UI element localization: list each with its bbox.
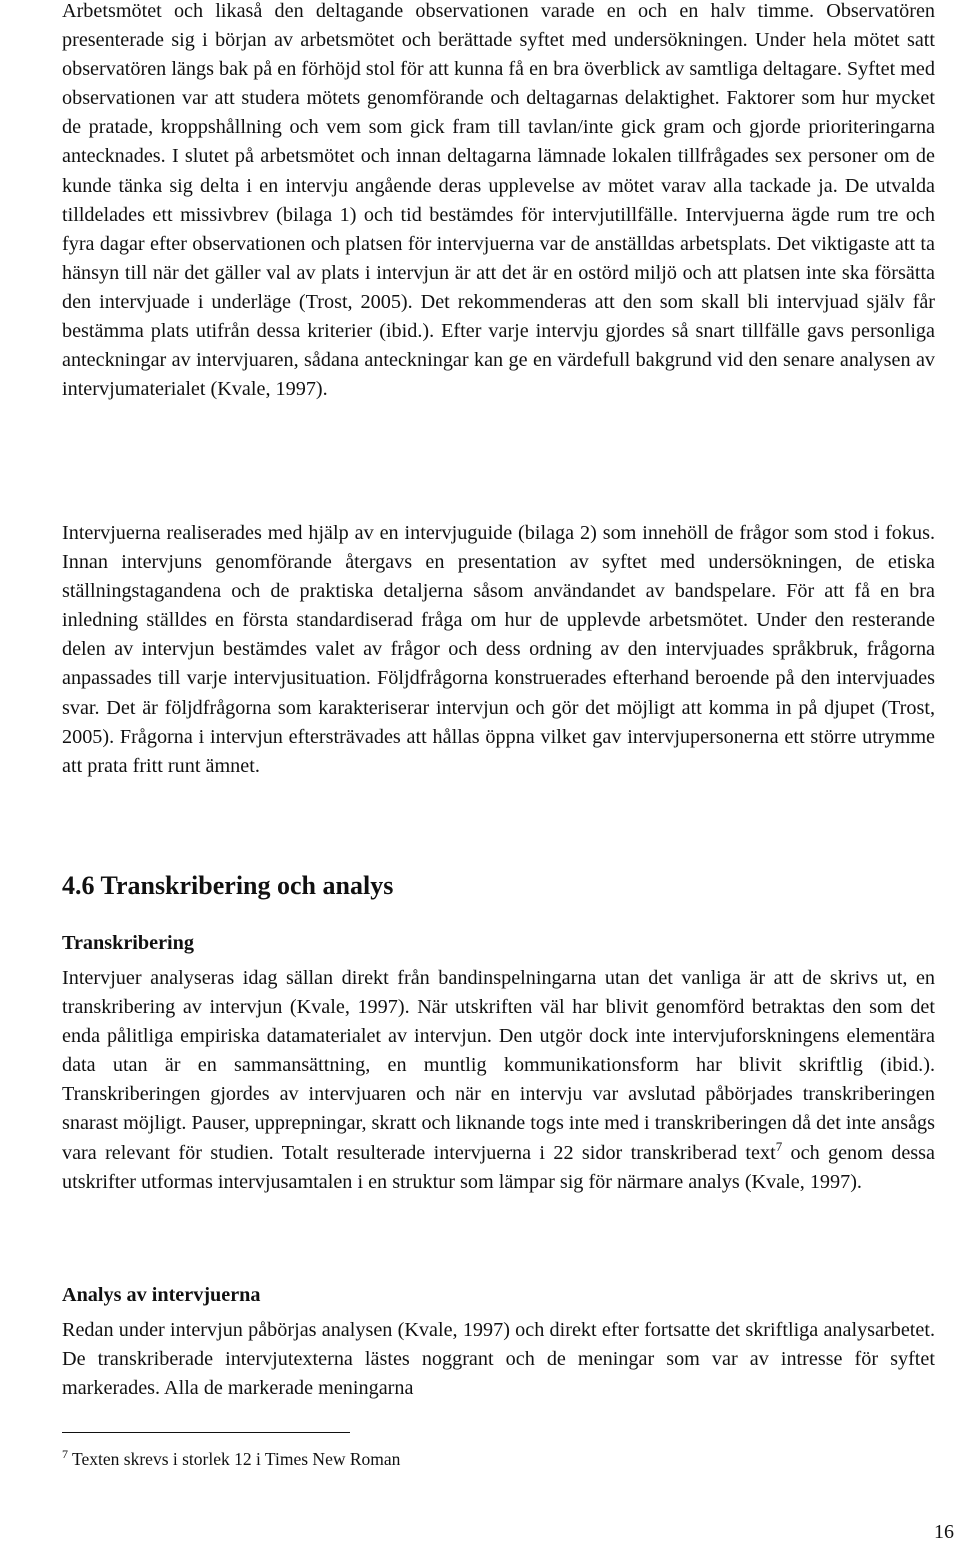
paragraph-transcription-text: Intervjuer analyseras idag sällan direkt från bandinspelningarna utan det vanliga är att de skrivs ut, en transkribering av intervjun (Kvale, 1997). När utskriften väl har blivit genomförd betraktas den som det enda pålitliga empiriska datamaterialet av intervjun. Den utgör dock inte intervjuforskningens elementära data utan är en sammansättning, en muntlig kommunikationsform har blivit skriftlig (ibid.). Transkriberingen gjordes av intervjuaren och när en intervju var avslutad påbörjades transkriberingen snarast möjligt. Pauser, upprepningar, skratt och liknande togs inte med i transkriberingen då det inte ansågs vara relevant för studien. Totalt resulterade intervjuerna i 22 sidor transkriberad text [62, 967, 935, 1164]
footnote [62, 1447, 400, 1471]
section-heading: 4.6 Transkribering och analys [62, 871, 394, 900]
page-number: 16 [934, 1521, 954, 1543]
subheading-transcription: Transkribering [62, 932, 194, 954]
paragraph-analysis: Redan under intervjun påbörjas analysen (Kvale, 1997) och direkt efter fortsatte det skriftliga analysarbetet. De transkriberade intervjutexterna lästes noggrant och de meningar som var av intresse för syftet markerades. Alla de markerade meningarna [62, 1319, 935, 1400]
footnote-number: 7 [62, 1447, 68, 1461]
paragraph-transcription-text-cont: och genom dessa utskrifter utformas intervjusamtalen i en struktur som lämpar sig för närmare analys (Kvale, 1997). [62, 1141, 935, 1193]
paragraph-transcription [62, 964, 935, 1197]
footnote-text: Texten skrevs i storlek 12 i Times New Roman [68, 1449, 401, 1469]
paragraph-interview-guide: Intervjuerna realiserades med hjälp av en intervjuguide (bilaga 2) som innehöll de frågor som stod i fokus. Innan intervjuns genomförande återgavs en presentation av syftet med undersökningen, de etiska ställningstagandena och de praktiska detaljerna såsom användandet av bandspelare. För att få en bra inledning ställdes en första standardiserad fråga om hur de upplevde arbetsmötet. Under den resterande delen av intervjun bestämdes valet av frågor och dess ordning av den intervjuades språkbruk, frågorna anpassades till varje intervjusituation. Följdfrågorna konstruerades efterhand beroende på den intervjuades svar. Det är följdfrågorna som karakteriserar intervjun och gör det möjligt att komma in på djupet (Trost, 2005). Frågorna i intervjun eftersträvades att hållas öppna vilket gav intervjupersonerna ett större utrymme att prata fritt runt ämnet. [62, 522, 935, 777]
subheading-analysis: Analys av intervjuerna [62, 1284, 261, 1306]
footnote-reference: 7 [775, 1138, 783, 1154]
paragraph-observation: Arbetsmötet och likaså den deltagande observationen varade en och en halv timme. Observatören presenterade sig i början av arbetsmötet och berättade syftet med undersökningen. Under hela mötet satt observatören längs bak på en förhöjd stol för att kunna få en bra överblick av samtliga deltagare. Syftet med observationen var att studera mötets genomförande och deltagarnas delaktighet. Faktorer som hur mycket de pratade, kroppshållning och vem som gick fram till tavlan/inte gick gram och gjorde prioriteringarna antecknades. I slutet på arbetsmötet och innan deltagarna lämnade lokalen tillfrågades sex personer om de kunde tänka sig delta i en intervju angående deras upplevelse av mötet varav alla tackade ja. De utvalda tilldelades ett missivbrev (bilaga 1) och tid bestämdes för intervjutillfälle. Intervjuerna ägde rum tre och fyra dagar efter observationen och platsen för intervjuerna var de anställdas arbetsplats. Det viktigaste att ta hänsyn till när det gäller val av plats i intervjun är att det är en ostörd miljö och att platsen inte ska försätta den intervjuade i underläge (Trost, 2005). Det rekommenderas att den som skall bli intervjuad själv får bestämma plats utifrån dessa kriterier (ibid.). Efter varje intervju gjordes så snart tillfälle gavs personliga anteckningar av intervjuaren, sådana anteckningar kan ge en värdefull bakgrund vid den senare analysen av intervjumaterialet (Kvale, 1997). [62, 0, 935, 401]
footnote-divider [62, 1432, 350, 1433]
